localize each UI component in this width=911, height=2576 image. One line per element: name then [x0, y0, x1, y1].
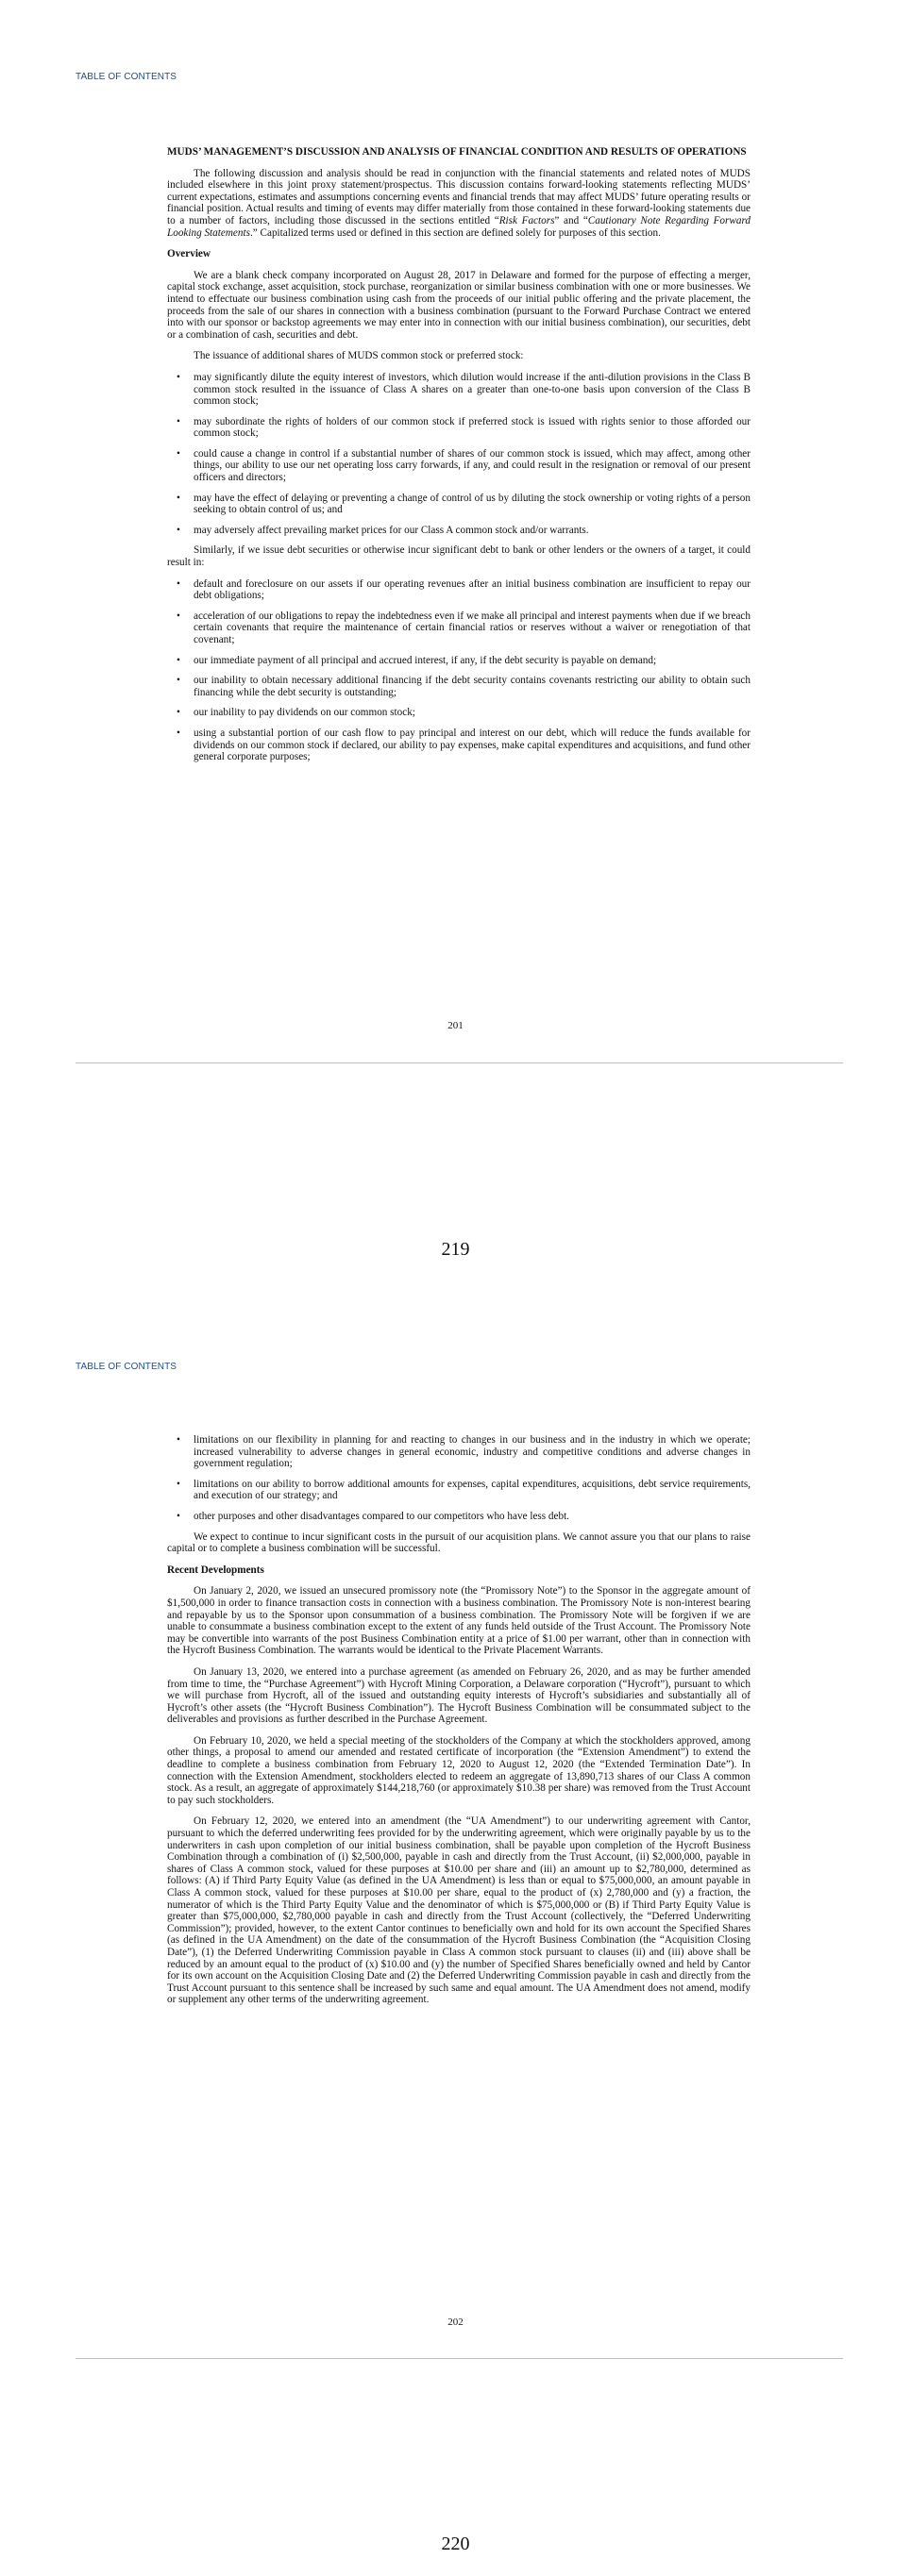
pdf-page-number: 219 — [441, 1239, 470, 1260]
page-divider — [76, 1062, 843, 1063]
list-item: • our inability to pay dividends on our common stock; — [177, 707, 415, 719]
risk-factors-ref: Risk Factors — [498, 214, 555, 226]
list-item: • using a substantial portion of our cash flow to pay principal and interest on our debt, which will reduce the funds available for dividends on our common stock if declared, our ability to pay expenses, make capital expenditures and acquisitions, and fund other general corporate purposes; — [177, 727, 751, 763]
intro-paragraph: The following discussion and analysis should be read in conjunction with the financial statements and related notes of MUDS included elsewhere in this joint proxy statement/prospectus. This discussion contains forward-looking statements reflecting MUDS’ current expectations, estimates and assumptions concerning events and financial trends that may affect MUDS’ future operating results or financial position. Actual results and timing of events may differ materially from those contained in these forward-looking statements due to a number of factors, including those discussed in the sections entitled “Risk Factors” and “Cautionary Note Regarding Forward Looking Statements.” Capitalized terms used or defined in this section are defined solely for purposes of this section. — [167, 167, 751, 239]
debt-intro: Similarly, if we issue debt securities or otherwise incur significant debt to bank or other lenders or the owners of a target, it could result in: — [167, 544, 751, 569]
list-item: • other purposes and other disadvantages compared to our competitors who have less debt. — [177, 1510, 569, 1522]
list-item: • our inability to obtain necessary additional financing if the debt security contains covenants restricting our ability to obtain such financing while the debt security is outstanding; — [177, 675, 751, 698]
page-1-body — [167, 146, 751, 772]
list-item: • default and foreclosure on our assets if our operating revenues after an initial business combination are insufficient to repay our debt obligations; — [177, 577, 751, 602]
page-2-body — [167, 1434, 751, 2016]
purchase-agreement-paragraph: On January 13, 2020, we entered into a purchase agreement (as amended on February 26, 2020, and as may be further amended from time to time, the “Purchase Agreement”) with Hycroft Mining Corporation, a Delaware corporation (“Hycroft”), pursuant to which we will purchase from Hycroft, all of the issued and outstanding equity interests of Hycroft’s subsidiaries and substantially all of Hycroft’s other assets (the “Hycroft Business Combination”). The Hycroft Business Combination will be consummated subject to the deliverables and provisions as further described in the Purchase Agreement. — [167, 1665, 751, 1726]
document-page-2 — [0, 1288, 911, 2576]
extension-amendment-paragraph: On February 10, 2020, we held a special meeting of the stockholders of the Company at which the stockholders approved, among other things, a proposal to amend our amended and restated certificate of incorporation (the “Extension Amendment”) to extend the deadline to complete a business combination from February 12, 2020 to August 12, 2020 (the “Extended Termination Date”). In connection with the Extension Amendment, stockholders elected to redeem an aggregate of 13,890,713 shares of our Class A common stock. As a result, an aggregate of approximately $144,218,760 (or approximately $10.38 per share) was removed from the Trust Account to pay such stockholders. — [167, 1734, 751, 1806]
page-number: 202 — [447, 2317, 464, 2328]
issuance-intro: The issuance of additional shares of MUDS common stock or preferred stock: — [194, 350, 524, 362]
cautionary-note-ref: Cautionary Note Regarding Forward Looking Statements — [167, 214, 751, 239]
list-item: • could cause a change in control if a substantial number of shares of our common stock is issued, which may affect, among other things, our ability to use our net operating loss carry forwards, if any, and could result in the resignation or removal of our present officers and directors; — [177, 447, 751, 484]
list-item: • may significantly dilute the equity interest of investors, which dilution would increase if the anti-dilution provisions in the Class B common stock resulted in the issuance of Class A shares on a greater than one-to-one basis upon conversion of the Class B common stock; — [177, 371, 751, 408]
page-number: 201 — [447, 1020, 464, 1031]
debt-bullet-list — [167, 578, 751, 763]
overview-heading: Overview — [167, 248, 211, 260]
table-of-contents-link[interactable]: TABLE OF CONTENTS — [76, 1362, 177, 1372]
costs-paragraph: We expect to continue to incur significant costs in the pursuit of our acquisition plans. We cannot assure you that our plans to raise capital or to complete a business combination will be successful. — [167, 1531, 751, 1555]
list-item: • limitations on our ability to borrow additional amounts for expenses, capital expenditures, acquisitions, debt service requirements, and execution of our strategy; and — [177, 1478, 751, 1502]
section-title: MUDS’ MANAGEMENT’S DISCUSSION AND ANALYSIS OF FINANCIAL CONDITION AND RESULTS OF OPERATIONS — [167, 146, 747, 158]
table-of-contents-link[interactable]: TABLE OF CONTENTS — [76, 72, 177, 82]
promissory-note-paragraph: On January 2, 2020, we issued an unsecured promissory note (the “Promissory Note”) to the Sponsor in the aggregate amount of $1,500,000 in order to finance transaction costs in connection with a business combination. The Promissory Note is non-interest bearing and repayable by us to the Sponsor upon consummation of a business combination. The Promissory Note will be forgiven if we are unable to consummate a business combination except to the extent of any funds held outside of the Trust Account. The Promissory Note may be convertible into warrants of the post Business Combination entity at a price of $1.00 per warrant, other than in connection with the Hycroft Business Combination. The warrants would be identical to the Private Placement Warrants. — [167, 1585, 751, 1657]
continued-bullet-list — [167, 1434, 751, 1523]
list-item: • may have the effect of delaying or preventing a change of control of us by diluting the stock ownership or voting rights of a person seeking to obtain control of us; and — [177, 492, 751, 516]
page-divider — [76, 2358, 843, 2359]
list-item: • our immediate payment of all principal and accrued interest, if any, if the debt security is payable on demand; — [177, 654, 657, 666]
ua-amendment-paragraph: On February 12, 2020, we entered into an amendment (the “UA Amendment”) to our underwriting agreement with Cantor, pursuant to which the deferred underwriting fees provided for by the underwriting agreement, which were originally payable by us to the underwriters in cash upon completion of our initial business combination, shall be payable upon completion of the Hycroft Business Combination through a combination of (i) $2,500,000, payable in cash and directly from the Trust Account, (ii) $2,000,000, payable in shares of Class A common stock, valued for these purposes at $10.00 per share and (iii) an amount up to $2,780,000, determined as follows: (A) if Third Party Equity Value (as defined in the UA Amendment) is less than or equal to $75,000,000, an amount payable in Class A common stock, valued for these purposes at $10.00 per share, equal to the product of (x) 2,780,000 and (y) a fraction, the numerator of which is the Third Party Equity Value and the denominator of which is $75,000,000 or (B) if Third Party Equity Value is greater than $75,000,000, $2,780,000 payable in cash and directly from the Trust Account (collectively, the “Deferred Underwriting Commission”); provided, however, to the extent Cantor continues to beneficially own and hold for its own account the Specified Shares (as defined in the UA Amendment) on the date of the consummation of the Hycroft Business Combination (the “Acquisition Closing Date”), (1) the Deferred Underwriting Commission payable in Class A common stock pursuant to clauses (ii) and (iii) above shall be reduced by an amount equal to the product of (x) $10.00 and (y) the number of Specified Shares beneficially owned and held by Cantor for its own account on the Acquisition Closing Date and (2) the Deferred Underwriting Commission payable in cash and directly from the Trust Account pursuant to this sentence shall be increased by such same and equal amount. The UA Amendment does not amend, modify or supplement any other terms of the underwriting agreement. — [167, 1815, 751, 2006]
list-item: • acceleration of our obligations to repay the indebtedness even if we make all principal and interest payments when due if we breach certain covenants that require the maintenance of certain financial ratios or reserves without a waiver or renegotiation of that covenant; — [177, 610, 751, 645]
list-item: • may subordinate the rights of holders of our common stock if preferred stock is issued with rights senior to those afforded our common stock; — [177, 415, 751, 440]
overview-paragraph: We are a blank check company incorporated on August 28, 2017 in Delaware and formed for the purpose of effecting a merger, capital stock exchange, asset acquisition, stock purchase, reorganization or similar business combination with one or more businesses. We intend to effectuate our business combination using cash from the proceeds of our initial public offering and the private placement, the proceeds from the sale of our shares in connection with a business combination (pursuant to the Forward Purchase Contract we entered into with our sponsor or backstop agreements we may enter into in connection with our initial business combination), our securities, debt or a combination of cash, securities and debt. — [167, 269, 751, 341]
list-item: • may adversely affect prevailing market prices for our Class A common stock and/or warrants. — [177, 524, 589, 536]
recent-developments-heading: Recent Developments — [167, 1564, 264, 1576]
list-item: • limitations on our flexibility in planning for and reacting to changes in our business and in the industry in which we operate; increased vulnerability to adverse changes in general economic, industry and competitive conditions and adverse changes in government regulation; — [177, 1434, 751, 1470]
pdf-page-number: 220 — [441, 2534, 470, 2554]
issuance-bullet-list — [167, 372, 751, 537]
